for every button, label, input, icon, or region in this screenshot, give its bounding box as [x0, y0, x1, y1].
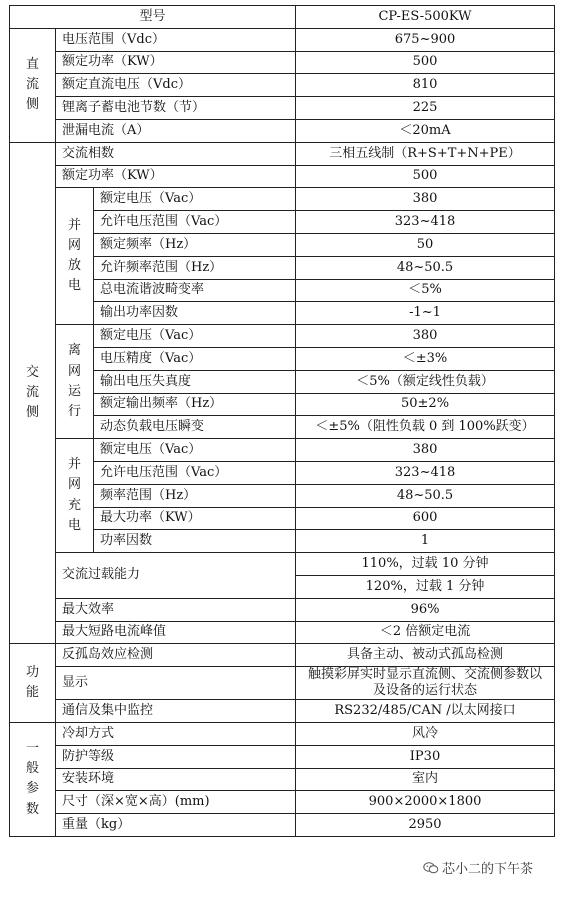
table-row	[10, 722, 555, 745]
table-row	[10, 700, 555, 723]
table-row	[10, 325, 555, 348]
row-value: 225	[296, 97, 555, 120]
table-row	[10, 74, 555, 97]
row-label: 额定功率（KW）	[56, 51, 296, 74]
row-label: 最大效率	[56, 598, 296, 621]
row-value: 96%	[296, 598, 555, 621]
row-value: -1~1	[296, 302, 555, 325]
row-value: 120%，过载 1 分钟	[296, 575, 555, 598]
row-label: 交流过载能力	[56, 553, 296, 599]
row-label: 输出功率因数	[94, 302, 296, 325]
row-value: 500	[296, 51, 555, 74]
row-label: 动态负载电压瞬变	[94, 416, 296, 439]
row-label: 反孤岛效应检测	[56, 644, 296, 667]
row-value: RS232/485/CAN /以太网接口	[296, 700, 555, 723]
row-label: 频率范围（Hz）	[94, 484, 296, 507]
table-row	[10, 119, 555, 142]
row-label: 额定功率（KW）	[56, 165, 296, 188]
row-label: 安装环境	[56, 768, 296, 791]
row-label: 允许电压范围（Vac）	[94, 461, 296, 484]
row-value: IP30	[296, 745, 555, 768]
spec-table	[9, 5, 555, 837]
row-label: 额定电压（Vac）	[94, 188, 296, 211]
row-label: 交流相数	[56, 142, 296, 165]
watermark-text: 芯小二的下午茶	[442, 862, 534, 877]
row-label: 额定输出频率（Hz）	[94, 393, 296, 416]
table-row	[10, 791, 555, 814]
table-row	[10, 598, 555, 621]
row-value: 50±2%	[296, 393, 555, 416]
table-row	[10, 745, 555, 768]
row-label: 总电流谐波畸变率	[94, 279, 296, 302]
row-value: 1	[296, 530, 555, 553]
group-dc: 直流侧	[10, 28, 56, 142]
table-row	[10, 142, 555, 165]
table-row	[10, 814, 555, 837]
row-label: 最大短路电流峰值	[56, 621, 296, 644]
row-label: 显示	[56, 667, 296, 700]
table-row	[10, 621, 555, 644]
row-value: 2950	[296, 814, 555, 837]
row-value: 48~50.5	[296, 484, 555, 507]
table-row	[10, 28, 555, 51]
row-label: 防护等级	[56, 745, 296, 768]
row-value: 触摸彩屏实时显示直流侧、交流侧参数以及设备的运行状态	[296, 667, 555, 700]
row-label: 最大功率（KW）	[94, 507, 296, 530]
row-value: 810	[296, 74, 555, 97]
row-value: 48~50.5	[296, 256, 555, 279]
row-label: 允许电压范围（Vac）	[94, 211, 296, 234]
row-value: ＜±3%	[296, 347, 555, 370]
row-value: 三相五线制（R+S+T+N+PE）	[296, 142, 555, 165]
group-general: 一般参数	[10, 722, 56, 836]
row-value: ＜5%	[296, 279, 555, 302]
table-row	[10, 768, 555, 791]
row-value: ＜5%（额定线性负载）	[296, 370, 555, 393]
row-value: 380	[296, 188, 555, 211]
row-value: 900×2000×1800	[296, 791, 555, 814]
header-label: 型号	[10, 6, 296, 29]
row-value: 500	[296, 165, 555, 188]
wechat-icon	[423, 862, 439, 874]
row-label: 额定直流电压（Vdc）	[56, 74, 296, 97]
row-value: 风冷	[296, 722, 555, 745]
header-row	[10, 6, 555, 29]
row-label: 电压精度（Vac）	[94, 347, 296, 370]
table-row	[10, 439, 555, 462]
table-row	[10, 97, 555, 120]
row-value: 323~418	[296, 211, 555, 234]
row-value: 323~418	[296, 461, 555, 484]
row-value: 110%，过载 10 分钟	[296, 553, 555, 576]
row-label: 功率因数	[94, 530, 296, 553]
table-row	[10, 667, 555, 700]
row-label: 通信及集中监控	[56, 700, 296, 723]
table-row	[10, 51, 555, 74]
watermark	[423, 858, 533, 877]
row-label: 允许频率范围（Hz）	[94, 256, 296, 279]
row-label: 冷却方式	[56, 722, 296, 745]
row-value: 50	[296, 233, 555, 256]
row-label: 输出电压失真度	[94, 370, 296, 393]
row-label: 额定频率（Hz）	[94, 233, 296, 256]
row-label: 泄漏电流（A）	[56, 119, 296, 142]
row-value: ＜20mA	[296, 119, 555, 142]
subgroup-grid-discharge: 并网放电	[56, 188, 94, 325]
row-value: 380	[296, 439, 555, 462]
table-row	[10, 644, 555, 667]
subgroup-off-grid: 离网运行	[56, 325, 94, 439]
subgroup-grid-charge: 并网充电	[56, 439, 94, 553]
row-value: ＜2 倍额定电流	[296, 621, 555, 644]
group-function: 功能	[10, 644, 56, 723]
table-row	[10, 553, 555, 576]
header-model: CP-ES-500KW	[296, 6, 555, 29]
table-row	[10, 188, 555, 211]
row-label: 尺寸（深×宽×高）(mm)	[56, 791, 296, 814]
row-value: 600	[296, 507, 555, 530]
row-value: 室内	[296, 768, 555, 791]
row-label: 额定电压（Vac）	[94, 325, 296, 348]
row-label: 额定电压（Vac）	[94, 439, 296, 462]
row-label: 锂离子蓄电池节数（节）	[56, 97, 296, 120]
table-row	[10, 165, 555, 188]
row-value: 380	[296, 325, 555, 348]
group-ac: 交流侧	[10, 142, 56, 644]
row-value: 675~900	[296, 28, 555, 51]
row-value: 具备主动、被动式孤岛检测	[296, 644, 555, 667]
row-label: 电压范围（Vdc）	[56, 28, 296, 51]
row-value: ＜±5%（阻性负载 0 到 100%跃变）	[296, 416, 555, 439]
row-label: 重量（kg）	[56, 814, 296, 837]
